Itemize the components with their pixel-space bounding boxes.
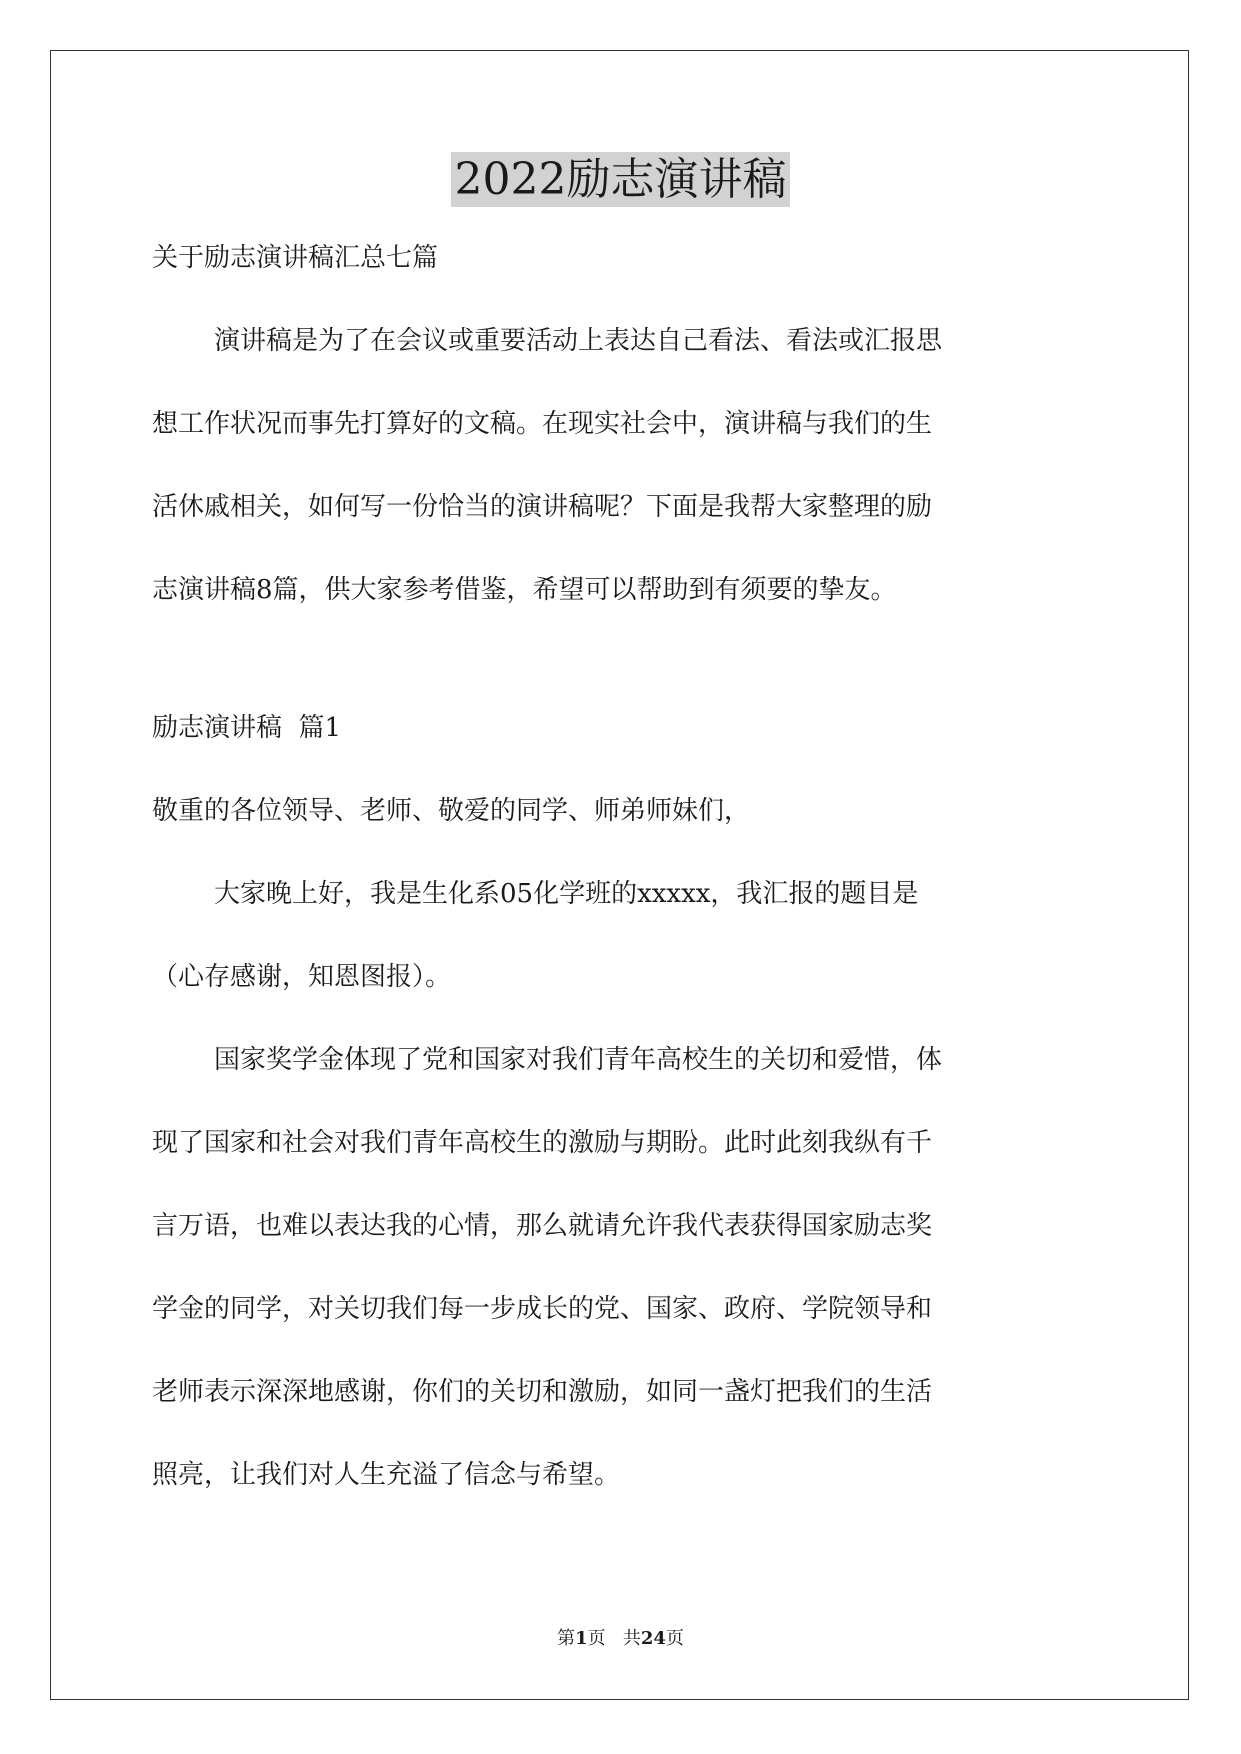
intro-line: 想工作状况而事先打算好的文稿。在现实社会中，演讲稿与我们的生 <box>152 409 933 439</box>
paragraph-line: 大家晚上好，我是生化系05化学班的xxxxx，我汇报的题目是 <box>214 879 919 909</box>
salutation: 敬重的各位领导、老师、敬爱的同学、师弟师妹们， <box>152 796 751 826</box>
paragraph-line: （心存感谢，知恩图报）。 <box>152 962 452 992</box>
paragraph-line: 现了国家和社会对我们青年高校生的激励与期盼。此时此刻我纵有千 <box>152 1128 933 1158</box>
total-prefix: 共 <box>622 1628 641 1649</box>
document-title-text: 2022励志演讲稿 <box>451 152 791 207</box>
page-prefix: 第 <box>557 1628 576 1649</box>
total-pages: 24 <box>640 1628 666 1649</box>
subtitle: 关于励志演讲稿汇总七篇 <box>152 243 439 273</box>
total-label: 页 <box>665 1628 684 1649</box>
section-heading: 励志演讲稿 篇1 <box>152 713 342 743</box>
paragraph-line: 照亮，让我们对人生充溢了信念与希望。 <box>152 1460 621 1490</box>
page-number: 1 <box>575 1628 588 1649</box>
document-title <box>0 152 1241 208</box>
document-body <box>152 232 1092 1532</box>
intro-line: 志演讲稿8篇，供大家参考借鉴，希望可以帮助到有须要的挚友。 <box>152 575 897 605</box>
intro-line: 活休戚相关，如何写一份恰当的演讲稿呢？下面是我帮大家整理的励 <box>152 492 933 522</box>
page-footer <box>0 1625 1241 1653</box>
page-label: 页 <box>587 1628 606 1649</box>
paragraph-line: 国家奖学金体现了党和国家对我们青年高校生的关切和爱惜，体 <box>214 1045 943 1075</box>
paragraph-line: 言万语，也难以表达我的心情，那么就请允许我代表获得国家励志奖 <box>152 1211 933 1241</box>
section-gap <box>152 647 1092 702</box>
paragraph-line: 学金的同学，对关切我们每一步成长的党、国家、政府、学院领导和 <box>152 1294 933 1324</box>
intro-line: 演讲稿是为了在会议或重要活动上表达自己看法、看法或汇报思 <box>214 326 943 356</box>
paragraph-line: 老师表示深深地感谢，你们的关切和激励，如同一盏灯把我们的生活 <box>152 1377 933 1407</box>
